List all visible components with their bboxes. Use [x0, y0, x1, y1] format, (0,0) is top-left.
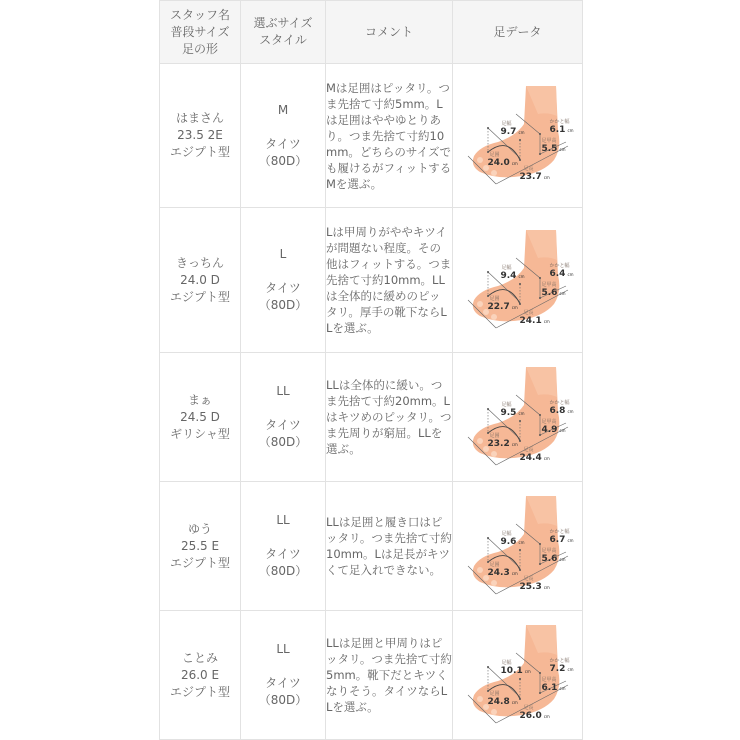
usual-size: 24.5 D	[180, 409, 220, 424]
heel-width-label: かかと幅	[549, 263, 570, 269]
denier: （80D）	[258, 564, 308, 578]
size-cell	[241, 353, 326, 482]
foot-girth-value: 22.7 cm	[487, 302, 518, 312]
usual-size: 26.0 E	[180, 667, 220, 682]
table-row	[160, 611, 583, 740]
heel-width-value: 6.7 cm	[549, 535, 574, 545]
foot-length-value: 24.1 cm	[519, 316, 550, 326]
comment-cell: LLは全体的に緩い。つま先捨て寸約20mm。Lはキツめのピッタリ。つま先周りが窮屈。LLを選ぶ。	[326, 353, 453, 482]
table-row	[160, 482, 583, 611]
comment-cell: LLは足囲と甲周りはピッタリ。つま先捨て寸約5mm。靴下だとキツくなりそう。タイツならLLを選ぶ。	[326, 611, 453, 740]
staff-name: ゆう	[187, 521, 212, 536]
foot-width-label: 足幅	[501, 402, 512, 408]
foot-diagram	[458, 357, 578, 477]
foot-width-value: 10.1 cm	[500, 666, 531, 676]
instep-height-value: 5.5 cm	[541, 143, 566, 154]
instep-height-value: 5.6 cm	[541, 554, 566, 564]
instep-height-label: 足甲高	[541, 677, 557, 683]
table-row	[160, 64, 583, 208]
table-row	[160, 208, 583, 353]
instep-height-value: 6.1 cm	[541, 683, 566, 693]
foot-girth-value: 24.0 cm	[487, 157, 518, 168]
foot-data-cell	[453, 353, 583, 482]
foot-data-cell	[453, 64, 583, 208]
foot-data-cell	[453, 482, 583, 611]
size-cell	[241, 482, 326, 611]
foot-length-value: 24.4 cm	[519, 453, 550, 463]
comment-cell: Lは甲周りがややキツイが問題ない程度。その他はフィットする。つま先捨て寸約10mm。LLは全体的に緩めのピッタリ。厚手の靴下ならLLを選ぶ。	[326, 208, 453, 353]
header-foot-data: 足データ	[453, 1, 583, 64]
staff-cell	[160, 353, 241, 482]
heel-width-label: かかと幅	[549, 118, 570, 125]
usual-size: 24.0 D	[180, 272, 220, 287]
heel-width-value: 6.4 cm	[549, 269, 574, 279]
heel-width-label: かかと幅	[549, 400, 570, 406]
chosen-size: LL	[276, 642, 290, 656]
comment-cell: Mは足囲はピッタリ。つま先捨て寸約5mm。Lは足囲はややゆとりあり。つま先捨て寸約10mm。どちらのサイズでも履けるがフィットするMを選ぶ。	[326, 64, 453, 208]
denier: （80D）	[258, 435, 308, 449]
heel-width-value: 7.2 cm	[549, 664, 574, 674]
staff-cell	[160, 482, 241, 611]
foot-width-value: 9.4 cm	[500, 271, 525, 281]
size-cell	[241, 208, 326, 353]
foot-shape: エジプト型	[169, 289, 230, 304]
foot-width-label: 足幅	[501, 120, 512, 127]
heel-width-value: 6.1 cm	[549, 124, 574, 135]
usual-size: 25.5 E	[180, 538, 220, 553]
foot-length-label: 足長	[523, 165, 534, 172]
instep-height-value: 5.6 cm	[541, 288, 566, 298]
instep-height-label: 足甲高	[541, 282, 557, 288]
foot-shape: ギリシャ型	[170, 426, 230, 441]
chosen-size: LL	[276, 513, 290, 527]
foot-diagram	[458, 220, 578, 340]
foot-width-value: 9.7 cm	[500, 126, 525, 137]
foot-girth-value: 24.3 cm	[487, 568, 518, 578]
foot-length-value: 26.0 cm	[519, 711, 550, 721]
staff-name: きっちん	[175, 255, 224, 270]
foot-girth-label: 足囲	[489, 562, 500, 568]
foot-diagram	[458, 615, 578, 735]
foot-length-value: 25.3 cm	[519, 582, 550, 592]
heel-width-value: 6.8 cm	[549, 406, 574, 416]
foot-width-label: 足幅	[501, 531, 512, 537]
foot-shape: エジプト型	[169, 555, 230, 570]
denier: （80D）	[258, 298, 308, 312]
instep-height-label: 足甲高	[541, 548, 557, 554]
foot-data-cell	[453, 208, 583, 353]
foot-girth-value: 24.8 cm	[487, 697, 518, 707]
header-size-style: 選ぶサイズ スタイル	[241, 1, 326, 64]
size-comparison-table	[159, 0, 583, 740]
foot-length-label: 足長	[523, 310, 534, 316]
denier: （80D）	[258, 693, 308, 707]
foot-data-cell	[453, 611, 583, 740]
style: タイツ	[265, 547, 301, 561]
staff-cell	[160, 611, 241, 740]
heel-width-label: かかと幅	[549, 529, 570, 535]
instep-height-value: 4.9 cm	[541, 425, 566, 435]
table-row	[160, 353, 583, 482]
foot-width-label: 足幅	[501, 265, 512, 271]
staff-name: はまさん	[175, 111, 224, 125]
chosen-size: L	[279, 247, 287, 261]
staff-cell	[160, 208, 241, 353]
comment-cell: LLは足囲と履き口はピッタリ。つま先捨て寸約10mm。Lは足長がキツくて足入れできない。	[326, 482, 453, 611]
header-comment: コメント	[326, 1, 453, 64]
style: タイツ	[265, 418, 301, 432]
instep-height-label: 足甲高	[541, 419, 557, 425]
staff-name: ことみ	[181, 650, 218, 665]
foot-width-value: 9.6 cm	[500, 537, 525, 547]
foot-length-value: 23.7 cm	[519, 171, 550, 182]
header-staff: スタッフ名 普段サイズ 足の形	[160, 1, 241, 64]
chosen-size: LL	[276, 384, 290, 398]
instep-height-label: 足甲高	[541, 137, 557, 144]
foot-girth-label: 足囲	[489, 691, 500, 697]
foot-width-label: 足幅	[501, 660, 512, 666]
size-cell	[241, 64, 326, 208]
foot-diagram	[458, 486, 578, 606]
foot-length-label: 足長	[523, 447, 534, 453]
foot-girth-label: 足囲	[489, 151, 500, 158]
foot-shape: エジプト型	[169, 145, 230, 159]
style: タイツ	[265, 136, 301, 151]
foot-girth-label: 足囲	[489, 433, 500, 439]
staff-cell	[160, 64, 241, 208]
chosen-size: M	[277, 102, 289, 117]
table-header-row	[160, 1, 583, 64]
foot-length-label: 足長	[523, 576, 534, 582]
foot-shape: エジプト型	[169, 684, 230, 699]
foot-diagram	[458, 76, 578, 196]
foot-length-label: 足長	[523, 705, 534, 711]
foot-girth-label: 足囲	[489, 296, 500, 302]
size-cell	[241, 611, 326, 740]
usual-size: 23.5 2E	[177, 128, 223, 142]
denier: （80D）	[258, 153, 308, 168]
foot-width-value: 9.5 cm	[500, 408, 525, 418]
style: タイツ	[265, 281, 301, 295]
heel-width-label: かかと幅	[549, 658, 570, 664]
style: タイツ	[265, 676, 301, 690]
staff-name: まぁ	[187, 392, 212, 407]
foot-girth-value: 23.2 cm	[487, 439, 518, 449]
